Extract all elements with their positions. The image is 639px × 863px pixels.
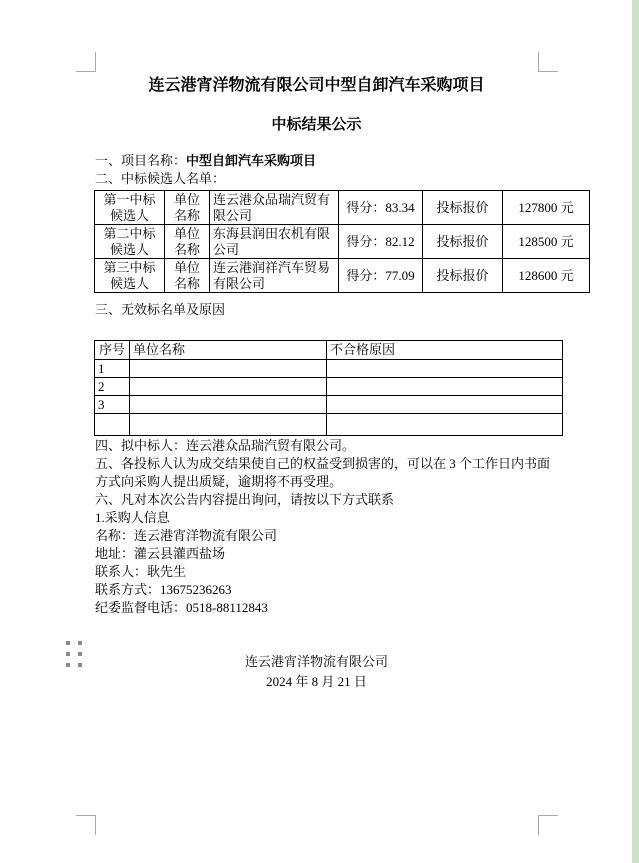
score-cell: 得分：77.09	[339, 259, 423, 293]
no-cell	[95, 414, 130, 436]
rank-cell: 第一中标 候选人	[95, 191, 165, 225]
offer-label-cell: 投标报价	[423, 191, 503, 225]
paragraph-supervision-phone: 纪委监督电话：0518-88112843	[95, 600, 268, 615]
text-boundary-corner-top-right	[538, 52, 558, 72]
no-cell: 3	[95, 396, 130, 414]
score-cell: 得分：83.34	[339, 191, 423, 225]
unit-label-cell: 单位 名称	[165, 259, 210, 293]
section-one-prefix: 一、项目名称：	[95, 153, 187, 168]
paragraph-contact-person: 联系人：耿先生	[95, 564, 187, 579]
paragraph-objection-line2: 方式向采购人提出质疑，逾期将不再受理。	[95, 474, 343, 489]
reason-cell	[327, 378, 563, 396]
price-cell: 127800 元	[503, 191, 590, 225]
score-cell: 得分：82.12	[339, 225, 423, 259]
unit-name-cell	[130, 414, 327, 436]
section-one-project-name: 中型自卸汽车采购项目	[186, 153, 317, 168]
score-value: 82.12	[385, 233, 415, 249]
paragraph-winner: 四、拟中标人：连云港众品瑞汽贸有限公司。	[95, 438, 356, 453]
header-unit-name: 单位名称	[130, 341, 327, 360]
signature-block	[95, 652, 538, 692]
offer-label-cell: 投标报价	[423, 225, 503, 259]
table-row	[95, 225, 590, 259]
no-cell: 1	[95, 360, 130, 378]
paragraph-address: 地址：灌云县灌西盐场	[95, 546, 226, 561]
signature-company: 连云港宵洋物流有限公司	[244, 654, 388, 669]
unit-name-cell	[130, 360, 327, 378]
paragraph-purchaser-info: 1.采购人信息	[95, 510, 170, 525]
invalid-bids-table	[94, 340, 563, 436]
unit-name-cell	[130, 396, 327, 414]
unit-label-cell: 单位 名称	[165, 191, 210, 225]
table-row	[95, 360, 563, 378]
company-cell: 连云港众品瑞汽贸有限公司	[210, 191, 339, 225]
document-title: 连云港宵洋物流有限公司中型自卸汽车采购项目	[148, 77, 485, 94]
reason-cell	[327, 360, 563, 378]
price-cell: 128600 元	[503, 259, 590, 293]
price-cell: 128500 元	[503, 225, 590, 259]
table-row	[95, 414, 563, 436]
company-cell: 东海县润田农机有限公司	[210, 225, 339, 259]
table-row	[95, 191, 590, 225]
no-cell: 2	[95, 378, 130, 396]
body-paragraphs	[95, 437, 551, 617]
header-no: 序号	[95, 341, 130, 360]
score-value: 77.09	[385, 267, 415, 283]
bid-candidates-table	[94, 190, 590, 293]
table-row	[95, 396, 563, 414]
table-header-row	[95, 341, 563, 360]
paragraph-objection-line1: 五、各投标人认为成交结果使自己的权益受到损害的，可以在 3 个工作日内书面	[95, 456, 551, 471]
table-row	[95, 378, 563, 396]
table-row	[95, 259, 590, 293]
unit-label-cell: 单位 名称	[165, 225, 210, 259]
offer-label-cell: 投标报价	[423, 259, 503, 293]
text-boundary-corner-bottom-left	[76, 815, 96, 835]
section-two-heading: 二、中标候选人名单：	[95, 171, 226, 186]
company-cell: 连云港润祥汽车贸易有限公司	[210, 259, 339, 293]
text-boundary-corner-top-left	[76, 52, 96, 72]
paragraph-contact-phone: 联系方式：13675236263	[95, 582, 232, 597]
paragraph-purchaser-name: 名称：连云港宵洋物流有限公司	[95, 528, 278, 543]
header-reason: 不合格原因	[327, 341, 563, 360]
section-three-heading: 三、无效标名单及原因	[95, 302, 226, 317]
unit-name-cell	[130, 378, 327, 396]
drag-handle-icon[interactable]	[66, 641, 82, 667]
signature-date: 2024 年 8 月 21 日	[266, 674, 367, 689]
section-one-heading	[95, 152, 316, 170]
rank-cell: 第二中标 候选人	[95, 225, 165, 259]
right-edge-strip	[632, 0, 639, 863]
paragraph-contact-intro: 六、凡对本次公告内容提出询问，请按以下方式联系	[95, 492, 395, 507]
reason-cell	[327, 414, 563, 436]
text-boundary-corner-bottom-right	[538, 815, 558, 835]
score-value: 83.34	[385, 199, 415, 215]
rank-cell: 第三中标 候选人	[95, 259, 165, 293]
document-subtitle: 中标结果公示	[271, 117, 362, 133]
reason-cell	[327, 396, 563, 414]
